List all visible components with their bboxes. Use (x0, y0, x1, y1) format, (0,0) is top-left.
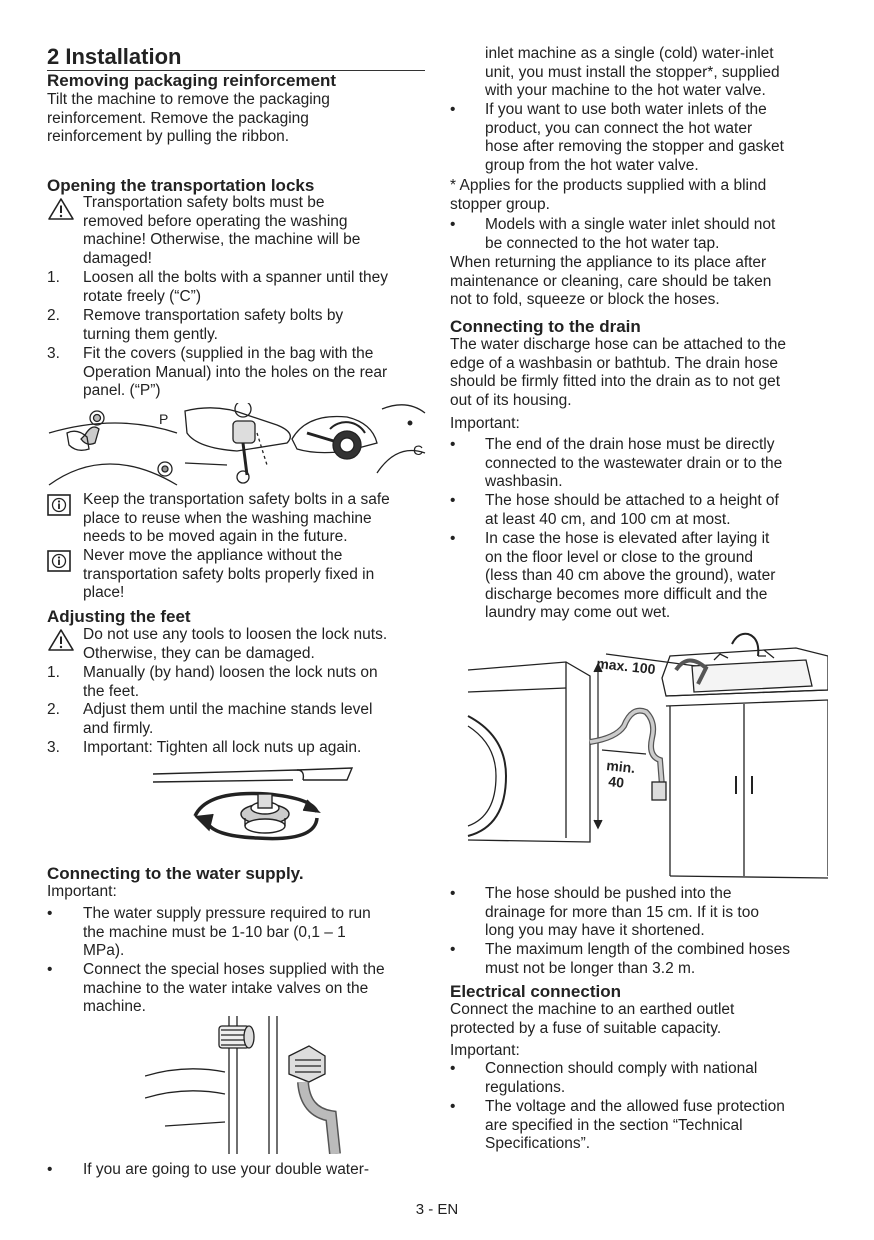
bullet-mark: • (450, 1060, 456, 1077)
return-appliance-text (450, 254, 771, 310)
text-line: If you want to use both water inlets of the (485, 101, 767, 118)
text-line: machine. (83, 998, 146, 1016)
text-line: Fit the covers (supplied in the bag with the (83, 345, 374, 362)
max-label (596, 655, 657, 677)
text-line: Do not use any tools to loosen the lock nuts. (83, 626, 388, 643)
important-label: Important: (450, 1042, 520, 1059)
text-line: stopper group. (450, 195, 550, 213)
text-line: not to fold, squeeze or block the hoses. (450, 291, 720, 309)
text-line: In case the hose is elevated after laying it (485, 530, 770, 547)
text-line: hose after removing the stopper and gasket (485, 138, 784, 156)
bullet-mark: • (450, 941, 456, 958)
info-note-text (83, 491, 390, 547)
text-line: machine to the water intake valves on the (83, 979, 369, 997)
important-label: Important: (47, 883, 117, 900)
drain-text (450, 336, 786, 410)
text-line: transportation safety bolts properly fixed in (83, 565, 375, 583)
bullet-mark: • (47, 961, 53, 978)
packaging-text (47, 91, 330, 147)
text-line: place! (83, 584, 125, 602)
text-line: The hose should be pushed into the (485, 885, 732, 902)
bullet-mark: • (450, 101, 456, 118)
text-line: When returning the appliance to its place after (450, 254, 767, 271)
important-label: Important: (450, 415, 520, 432)
text-line: edge of a washbasin or bathtub. The drain hose (450, 354, 779, 372)
text-line: reinforcement. Remove the packaging (47, 109, 309, 127)
max-word: max. (595, 655, 630, 675)
transport-warning-text (83, 194, 360, 268)
figure-label-p: P (159, 411, 169, 427)
text-line: regulations. (485, 1078, 566, 1096)
min-value: 40 (607, 773, 625, 791)
text-line: rotate freely (“C”) (83, 287, 201, 305)
bullet-mark: • (450, 530, 456, 547)
electrical-text (450, 1001, 734, 1038)
figure-label-c: C (413, 442, 424, 458)
text-line: unit, you must install the stopper*, supplied (485, 63, 780, 81)
text-line: Never move the appliance without the (83, 547, 343, 564)
text-line: drainage for more than 15 cm. If it is too (485, 903, 759, 921)
bullet-mark: • (47, 905, 53, 922)
text-line: Transportation safety bolts must be (83, 194, 325, 211)
text-line: should be firmly fitted into the drain as to not get (450, 373, 780, 391)
text-line: turning them gently. (83, 325, 218, 343)
text-line: must not be longer than 3.2 m. (485, 959, 696, 977)
text-line: The hose should be attached to a height of (485, 492, 779, 509)
text-line: Connect the machine to an earthed outlet (450, 1001, 735, 1018)
text-line: MPa). (83, 942, 125, 960)
page-number: 3 - EN (415, 1201, 459, 1218)
text-line: damaged! (83, 249, 152, 267)
text-line: reinforcement by pulling the ribbon. (47, 128, 290, 146)
info-note-text (83, 547, 374, 603)
text-line: Specifications”. (485, 1135, 591, 1153)
step-number: 3. (47, 739, 60, 756)
text-line: needs to be moved again in the future. (83, 528, 348, 546)
warning-icon (47, 628, 75, 652)
step-number: 1. (47, 269, 60, 286)
text-line: Loosen all the bolts with a spanner until they (83, 269, 389, 286)
text-line: maintenance or cleaning, care should be taken (450, 272, 772, 290)
text-line: The maximum length of the combined hoses (485, 941, 790, 958)
text-line: connected to the wastewater drain or to the (485, 454, 783, 472)
bullet-mark: • (450, 492, 456, 509)
text-line: machine! Otherwise, the machine will be (83, 231, 361, 249)
text-line: Connect the special hoses supplied with the (83, 961, 385, 978)
text-line: and firmly. (83, 719, 154, 737)
text-line: are specified in the section “Technical (485, 1116, 743, 1134)
bullet-mark: • (450, 216, 456, 233)
feet-warning-text (83, 626, 387, 663)
bullet-mark: • (450, 436, 456, 453)
text-line: If you are going to use your double water- (83, 1161, 370, 1178)
text-line: Manually (by hand) loosen the lock nuts on (83, 664, 378, 681)
text-line: with your machine to the hot water valve. (485, 82, 766, 100)
text-line: long you may have it shortened. (485, 922, 705, 940)
heading-packaging: Removing packaging reinforcement (47, 71, 337, 90)
heading-drain: Connecting to the drain (450, 317, 641, 336)
step-number: 1. (47, 664, 60, 681)
water-inlet-illustration (145, 1016, 369, 1154)
text-line: protected by a fuse of suitable capacity. (450, 1019, 722, 1037)
text-line: The voltage and the allowed fuse protection (485, 1098, 785, 1115)
bullet-mark: • (450, 1098, 456, 1115)
text-line: Operation Manual) into the holes on the rear (83, 363, 388, 381)
text-line: group from the hot water valve. (485, 156, 699, 174)
heading-transport-locks: Opening the transportation locks (47, 176, 315, 195)
text-line: washbasin. (485, 473, 563, 491)
stopper-note (450, 177, 766, 214)
text-line: Remove transportation safety bolts by (83, 307, 344, 324)
text-line: place to reuse when the washing machine (83, 509, 372, 527)
heading-electrical: Electrical connection (450, 982, 621, 1001)
text-line: Models with a single water inlet should not (485, 216, 776, 233)
heading-water-supply: Connecting to the water supply. (47, 864, 304, 883)
text-line: product, you can connect the hot water (485, 119, 753, 137)
min-word: min. (605, 757, 636, 776)
bullet-mark: • (450, 885, 456, 902)
step-number: 3. (47, 345, 60, 362)
text-line: the feet. (83, 682, 140, 700)
step-number: 2. (47, 307, 60, 324)
text-line: on the floor level or close to the ground (485, 548, 753, 566)
text-line: Tilt the machine to remove the packaging (47, 91, 330, 108)
text-line: The end of the drain hose must be directly (485, 436, 775, 453)
text-line: Important: Tighten all lock nuts up again. (83, 739, 362, 756)
text-line: * Applies for the products supplied with a blind (450, 177, 767, 194)
text-line: laundry may come out wet. (485, 604, 671, 622)
heading-adjusting-feet: Adjusting the feet (47, 607, 191, 626)
text-line: Keep the transportation safety bolts in a safe (83, 491, 390, 508)
text-line: Connection should comply with national (485, 1060, 758, 1077)
max-value: 100 (631, 658, 657, 678)
info-icon (47, 494, 71, 516)
warning-icon (47, 197, 75, 221)
page-title: 2 Installation (47, 44, 182, 69)
text-line: removed before operating the washing (83, 212, 348, 230)
info-icon (47, 550, 71, 572)
text-line: (less than 40 cm above the ground), water (485, 567, 776, 585)
text-line: panel. (“P”) (83, 382, 161, 400)
text-line: The water discharge hose can be attached to the (450, 336, 787, 353)
text-line: the machine must be 1-10 bar (0,1 – 1 (83, 923, 346, 941)
continued-bullet-text (485, 45, 780, 101)
text-line: out of its housing. (450, 391, 572, 409)
drain-hose-illustration (466, 626, 828, 882)
text-line: Adjust them until the machine stands level (83, 701, 373, 718)
text-line: inlet machine as a single (cold) water-inlet (485, 45, 774, 62)
text-line: The water supply pressure required to run (83, 905, 371, 922)
bullet-mark: • (47, 1161, 53, 1178)
text-line: discharge becomes more difficult and the (485, 585, 768, 603)
transport-bolts-illustration (47, 403, 427, 487)
adjustable-foot-illustration (147, 760, 357, 846)
text-line: be connected to the hot water tap. (485, 234, 720, 252)
text-line: Otherwise, they can be damaged. (83, 644, 315, 662)
text-line: at least 40 cm, and 100 cm at most. (485, 510, 731, 528)
step-number: 2. (47, 701, 60, 718)
